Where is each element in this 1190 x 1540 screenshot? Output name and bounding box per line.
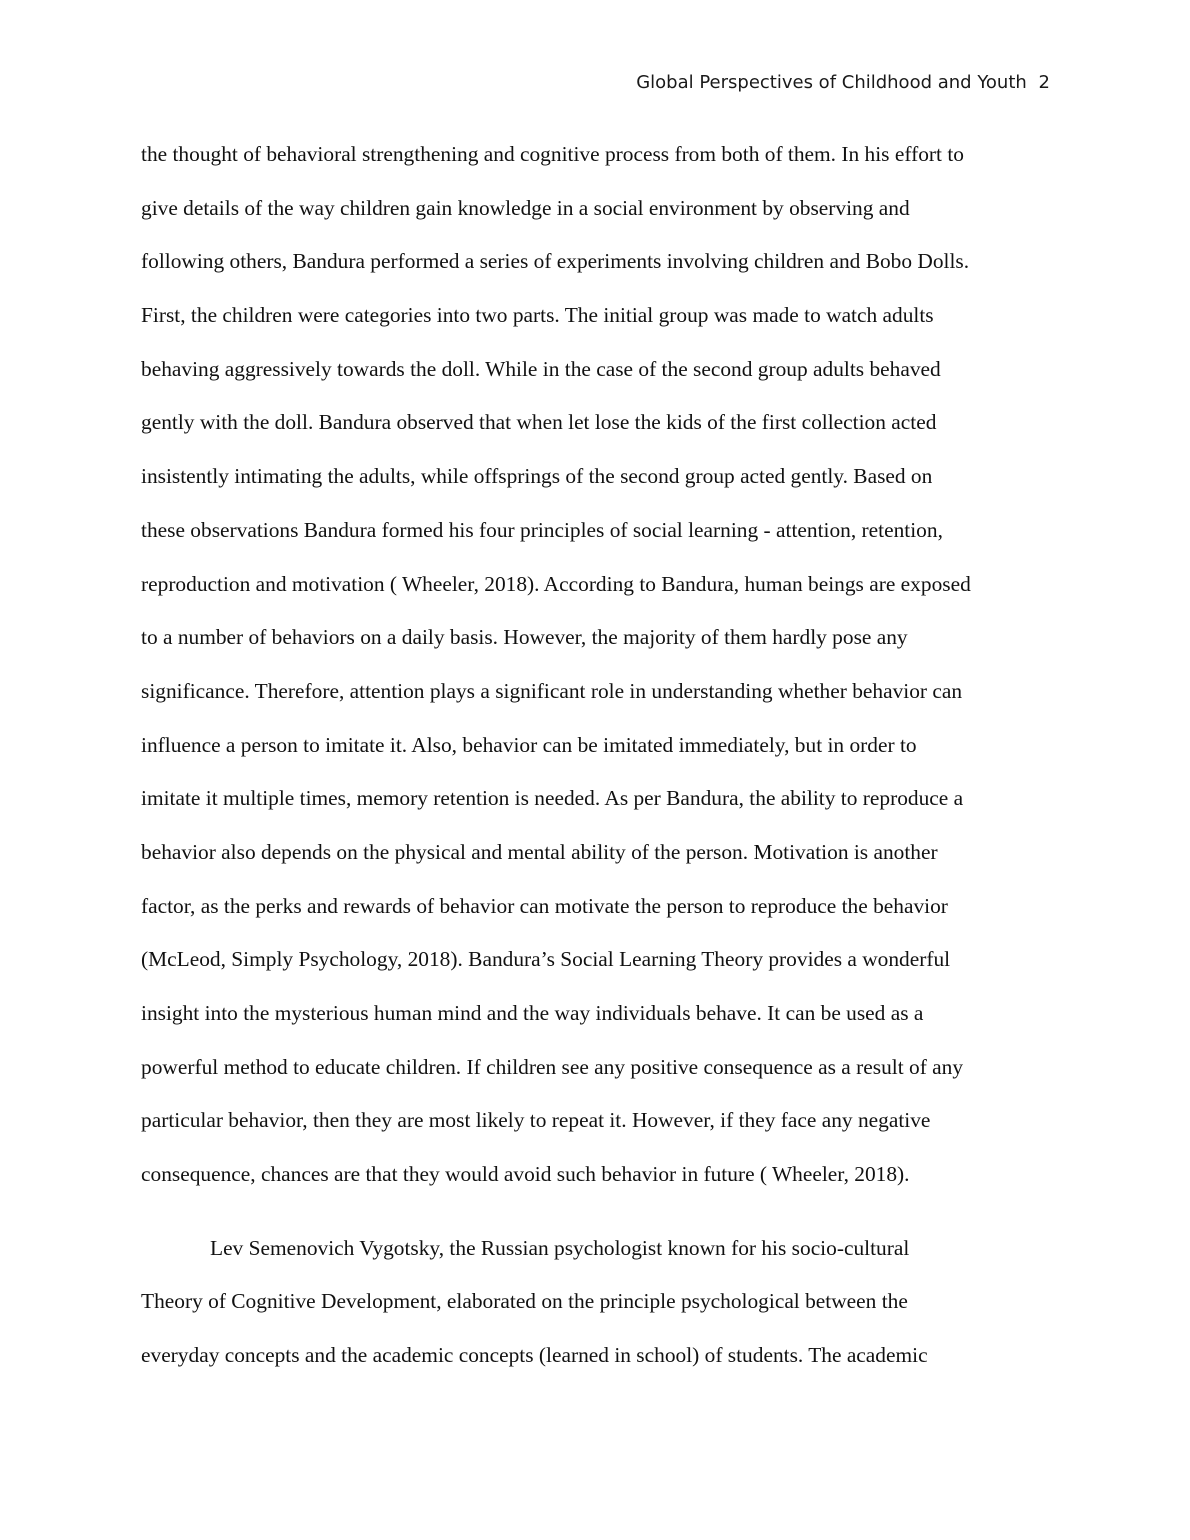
text-line: everyday concepts and the academic concepts (learned in school) of students. The academic	[141, 1343, 928, 1368]
document-body	[141, 137, 1053, 1392]
text-line: consequence, chances are that they would avoid such behavior in future ( Wheeler, 2018).	[141, 1162, 910, 1187]
text-line-indented: Lev Semenovich Vygotsky, the Russian psychologist known for his socio-cultural	[210, 1235, 910, 1260]
text-line: Theory of Cognitive Development, elaborated on the principle psychological between the	[141, 1289, 908, 1314]
text-line: behaving aggressively towards the doll. While in the case of the second group adults behaved	[141, 356, 941, 381]
text-line: (McLeod, Simply Psychology, 2018). Bandura’s Social Learning Theory provides a wonderful	[141, 947, 951, 972]
text-line: insistently intimating the adults, while offsprings of the second group acted gently. Based on	[141, 464, 933, 489]
paragraph-spacer	[141, 1211, 1053, 1231]
text-line: imitate it multiple times, memory retention is needed. As per Bandura, the ability to reproduce a	[141, 786, 964, 811]
text-line: to a number of behaviors on a daily basis. However, the majority of them hardly pose any	[141, 625, 908, 650]
text-line: reproduction and motivation ( Wheeler, 2018). According to Bandura, human beings are exposed	[141, 571, 971, 596]
header-title: Global Perspectives of Childhood and Youth	[636, 72, 1027, 93]
text-line: significance. Therefore, attention plays a significant role in understanding whether behavior can	[141, 678, 963, 703]
text-line: following others, Bandura performed a series of experiments involving children and Bobo Dolls.	[141, 249, 970, 274]
text-line: behavior also depends on the physical and mental ability of the person. Motivation is another	[141, 839, 938, 864]
page-number: 2	[1038, 72, 1050, 93]
text-line: First, the children were categories into two parts. The initial group was made to watch adults	[141, 303, 934, 328]
text-line: particular behavior, then they are most likely to repeat it. However, if they face any negative	[141, 1108, 931, 1133]
text-line: insight into the mysterious human mind and the way individuals behave. It can be used as a	[141, 1001, 924, 1025]
paragraph-vygotsky	[141, 1231, 1053, 1392]
text-line: the thought of behavioral strengthening and cognitive process from both of them. In his effort to	[141, 142, 964, 166]
text-line: powerful method to educate children. If children see any positive consequence as a result of any	[141, 1054, 964, 1079]
paragraph-bandura	[141, 137, 1053, 1211]
text-line: influence a person to imitate it. Also, behavior can be imitated immediately, but in order to	[141, 732, 917, 757]
text-line: factor, as the perks and rewards of behavior can motivate the person to reproduce the behavior	[141, 893, 948, 918]
text-line: give details of the way children gain knowledge in a social environment by observing and	[141, 195, 910, 220]
running-header	[636, 72, 1050, 94]
text-line: these observations Bandura formed his four principles of social learning - attention, retention,	[141, 517, 943, 542]
text-line: gently with the doll. Bandura observed that when let lose the kids of the first collection acted	[141, 410, 937, 435]
